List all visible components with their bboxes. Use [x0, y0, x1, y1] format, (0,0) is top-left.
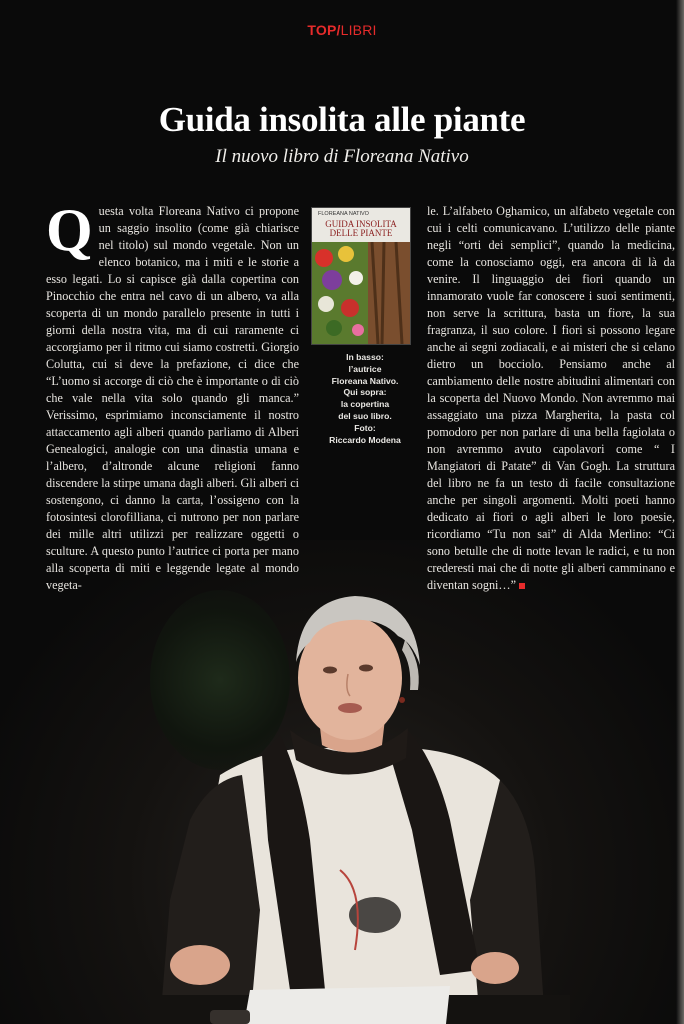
section-tag-separator: / [336, 22, 341, 38]
photo-caption [322, 352, 408, 446]
caption-line: l’autrice [348, 363, 382, 374]
caption-line: Riccardo Modena [329, 434, 401, 445]
caption-line: Qui sopra: [343, 387, 387, 398]
caption-line: del suo libro. [338, 410, 392, 421]
book-cover-author: FLOREANA NATIVO [318, 211, 369, 217]
page-edge [676, 0, 684, 1024]
article-column-left [46, 197, 299, 594]
drop-cap: Q [46, 197, 93, 263]
author-portrait-photo [150, 570, 570, 1024]
book-cover-illustration [312, 242, 410, 344]
caption-line: Foto: [354, 422, 376, 433]
article-column-right [427, 203, 675, 594]
article-title: Guida insolita alle piante [158, 100, 526, 139]
book-cover [312, 208, 410, 344]
section-tag-top: TOP [307, 22, 337, 38]
caption-line: Floreana Nativo. [331, 375, 399, 386]
caption-line: In basso: [346, 352, 384, 362]
section-tag [0, 22, 684, 38]
book-cover-title: GUIDA INSOLITA DELLE PIANTE [325, 219, 397, 238]
article-text-left: uesta volta Floreana Nativo ci propone un saggio insolito (come già chiarisce nel titolo) sul mondo vegetale. Non un elenco botanico, ma i miti e le storie a esso legati. Lo si capisce già dalla copertina con Pinocchio che entra nel cavo di un albero, va alla scoperta di un mondo parallelo presente in tutti i giorni della nostra vita, ma di cui raramente ci accorgiamo per il ritmo cui siamo costretti. Giorgio Colutta, cui si deve la prefazione, ci dice che “L’uomo si accorge di ciò che è importante o di ciò che vale nella vita solo quando gli manca.” Verissimo, esprimiamo inconsciamente il nostro attaccamento agli alberi quando parliamo di Alberi Genealogici, analogie con una dinastia umana e l’albero, d’altronde alcune religioni fanno discendere la stirpe umana dagli alberi. Gli alberi ci sostengono, ci danno la carta, l’ossigeno con la fotosintesi clorofilliana, ci nutrono per non parlare dei mille altri utilizzi per realizzare oggetti o sculture. A questo punto l’autrice ci porta per mano alla scoperta di miti e leggende legate al mondo vegeta- [46, 204, 299, 592]
section-tag-name: LIBRI [340, 22, 377, 38]
caption-line: la copertina [340, 399, 390, 410]
article-subtitle: Il nuovo libro di Floreana Nativo [215, 146, 469, 167]
article-text-right: le. L’alfabeto Oghamico, un alfabeto vegetale con cui i celti comunicavano. L’utilizzo delle piante negli “orti dei semplici”, quando la medicina, come la conosciamo oggi, era ancora di là da venire. Il linguaggio dei fiori quando un innamorato vuole far conoscere i suoi sentimenti, non serve la scrittura, basta un fiore, la sua fragranza, il suo colore. I fiori si possono legare anche ai segni zodiacali, e ai misteri che si celano dietro un bocciolo. Pensiamo anche al cambiamento delle nostre abitudini alimentari con la scoperta del Nuovo Mondo. Non avremmo mai assaggiato una pizza Margherita, la pasta col pomodoro per non parlare di una bella fagiolata o non avremmo avuto capolavori come “ I Mangiatori di Patate” di Van Gogh. La struttura del libro ne fa un testo di facile consultazione anche per singoli argomenti. Molti poeti hanno dedicato ai fiori o agli alberi le loro poesie, ricordiamo “Tu non sai” di Alda Merlino: “Ci sono betulle che di notte levan le radici, e tu non crederesti mai che di notte gli alberi camminano e diventan sogni…” [427, 204, 675, 592]
